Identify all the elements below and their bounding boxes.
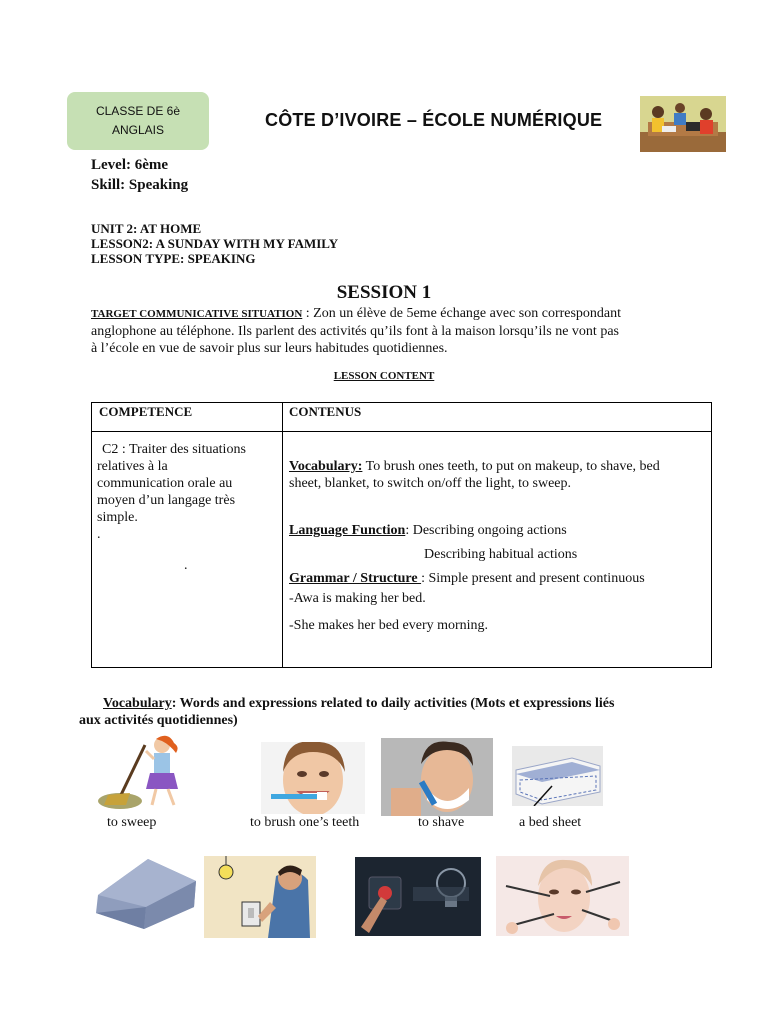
contenus-header: CONTENUS <box>289 404 362 419</box>
competence-line: communication orale au <box>97 476 233 491</box>
competence-cell <box>97 441 277 543</box>
lesson-line: LESSON2: A SUNDAY WITH MY FAMILY <box>91 236 339 251</box>
situation-line3: à l’école en vue de savoir plus sur leurs habitudes quotidiennes. <box>91 341 448 356</box>
competence-line: simple. <box>97 510 138 525</box>
competence-line: . <box>97 527 101 542</box>
situation-label: TARGET COMMUNICATIVE SITUATION <box>91 308 303 320</box>
sweeping-girl-image <box>90 733 190 813</box>
grammar-structure <box>289 570 709 587</box>
vocabulary-text: To brush ones teeth, to put on makeup, to shave, bed <box>362 459 660 474</box>
lesson-table <box>91 402 712 668</box>
light-switch-image <box>204 856 316 938</box>
competence-line: moyen d’un langage très <box>97 493 236 508</box>
unit-line: UNIT 2: AT HOME <box>91 221 202 236</box>
language-function-text2: Describing habitual actions <box>424 547 578 562</box>
bed-sheet-image <box>512 746 603 806</box>
caption-brush: to brush one’s teeth <box>250 815 360 830</box>
lesson-content-heading: LESSON CONTENT <box>333 370 435 382</box>
brushing-teeth-image <box>261 742 365 814</box>
communicative-situation <box>91 305 701 357</box>
shaving-man-image <box>381 738 493 816</box>
vocabulary-text-cont: sheet, blanket, to switch on/off the light, to sweep. <box>289 476 572 491</box>
classroom-illustration <box>640 96 726 152</box>
blanket-image <box>92 855 200 931</box>
caption-shave: to shave <box>418 815 465 830</box>
competence-line: C2 : Traiter des situations <box>102 442 246 457</box>
vocabulary-section-text: : Words and expressions related to daily activities (Mots et expressions liés <box>171 696 615 711</box>
language-function-text: : Describing ongoing actions <box>405 523 567 538</box>
level-label: Level: 6ème <box>91 157 169 173</box>
caption-bedsheet: a bed sheet <box>519 815 582 830</box>
table-column-divider <box>282 403 283 667</box>
competence-dot: . <box>184 558 188 573</box>
grammar-label: Grammar / Structure <box>289 571 422 586</box>
lesson-type-line: LESSON TYPE: SPEAKING <box>91 251 256 266</box>
vocabulary-content <box>289 458 709 492</box>
example-sentence-2: -She makes her bed every morning. <box>289 618 489 633</box>
competence-line: relatives à la <box>97 459 168 474</box>
switch-off-image <box>355 857 481 936</box>
skill-label: Skill: Speaking <box>91 177 189 193</box>
table-header-divider <box>92 431 711 432</box>
caption-sweep: to sweep <box>107 815 157 830</box>
language-function <box>289 522 709 539</box>
vocabulary-label: Vocabulary: <box>289 459 363 474</box>
grammar-text: : Simple present and present continuous <box>421 571 645 586</box>
session-title: SESSION 1 <box>336 282 432 303</box>
page-title: CÔTE D’IVOIRE – ÉCOLE NUMÉRIQUE <box>265 110 603 130</box>
example-sentence-1: -Awa is making her bed. <box>289 591 426 606</box>
makeup-image <box>496 856 629 936</box>
language-function-label: Language Function <box>289 523 406 538</box>
situation-line2: anglophone au téléphone. Ils parlent des activités qu’ils font à la maison lorsqu’ils ne vont pas <box>91 324 619 339</box>
situation-line1: Zon un élève de 5eme échange avec son correspondant <box>313 306 622 321</box>
class-badge <box>67 92 209 150</box>
competence-header: COMPETENCE <box>99 404 193 419</box>
vocabulary-section-label: Vocabulary <box>103 696 172 711</box>
class-subject: ANGLAIS <box>111 123 165 137</box>
vocabulary-section-text-cont: aux activités quotidiennes) <box>79 713 238 728</box>
vocabulary-section-heading <box>79 695 691 729</box>
situation-separator: : <box>302 306 314 321</box>
class-level: CLASSE DE 6è <box>95 104 181 118</box>
